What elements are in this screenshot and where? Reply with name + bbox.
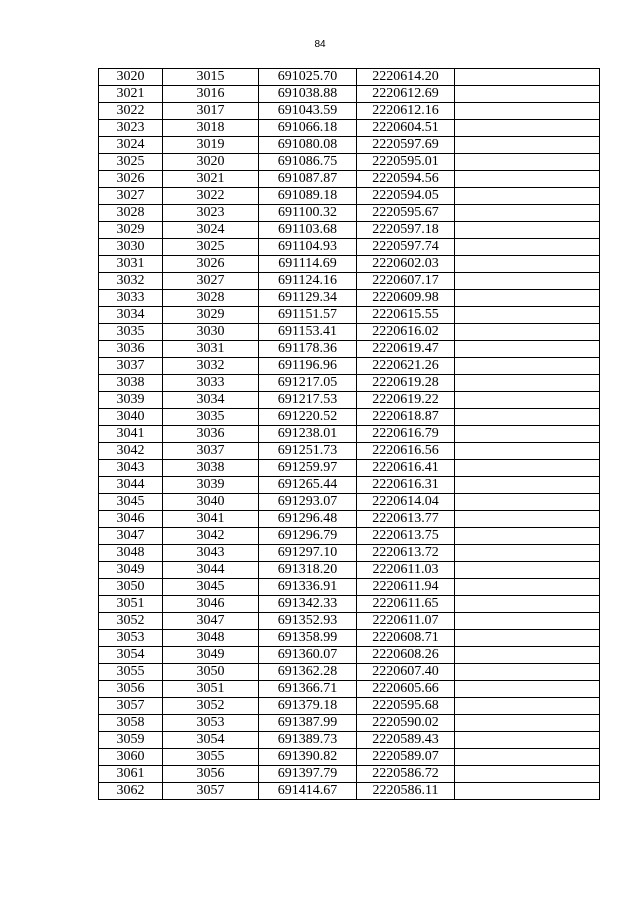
x-coordinate-cell: 691025.70 [259, 69, 357, 86]
table-row [99, 732, 600, 749]
x-coordinate-cell: 691387.99 [259, 715, 357, 732]
table-row [99, 630, 600, 647]
note-cell [455, 613, 600, 630]
x-coordinate-cell: 691362.28 [259, 664, 357, 681]
x-coordinate-cell: 691389.73 [259, 732, 357, 749]
table-row [99, 188, 600, 205]
table-row [99, 222, 600, 239]
table-row [99, 307, 600, 324]
table-row [99, 613, 600, 630]
note-cell [455, 392, 600, 409]
x-coordinate-cell: 691114.69 [259, 256, 357, 273]
point-id-cell: 3056 [99, 681, 163, 698]
point-id-cell: 3026 [99, 171, 163, 188]
table-row [99, 766, 600, 783]
point-id-cell: 3033 [99, 290, 163, 307]
y-coordinate-cell: 2220589.07 [357, 749, 455, 766]
y-coordinate-cell: 2220594.05 [357, 188, 455, 205]
x-coordinate-cell: 691296.48 [259, 511, 357, 528]
ref-point-cell: 3016 [163, 86, 259, 103]
y-coordinate-cell: 2220611.94 [357, 579, 455, 596]
table-row [99, 86, 600, 103]
ref-point-cell: 3055 [163, 749, 259, 766]
page-number: 84 [314, 39, 326, 50]
ref-point-cell: 3034 [163, 392, 259, 409]
note-cell [455, 528, 600, 545]
ref-point-cell: 3045 [163, 579, 259, 596]
y-coordinate-cell: 2220614.04 [357, 494, 455, 511]
ref-point-cell: 3022 [163, 188, 259, 205]
table-row [99, 698, 600, 715]
x-coordinate-cell: 691089.18 [259, 188, 357, 205]
table-row [99, 205, 600, 222]
ref-point-cell: 3028 [163, 290, 259, 307]
point-id-cell: 3061 [99, 766, 163, 783]
table-row [99, 137, 600, 154]
ref-point-cell: 3018 [163, 120, 259, 137]
y-coordinate-cell: 2220595.68 [357, 698, 455, 715]
note-cell [455, 137, 600, 154]
note-cell [455, 307, 600, 324]
y-coordinate-cell: 2220616.56 [357, 443, 455, 460]
y-coordinate-cell: 2220613.77 [357, 511, 455, 528]
note-cell [455, 715, 600, 732]
ref-point-cell: 3048 [163, 630, 259, 647]
point-id-cell: 3036 [99, 341, 163, 358]
x-coordinate-cell: 691397.79 [259, 766, 357, 783]
y-coordinate-cell: 2220605.66 [357, 681, 455, 698]
y-coordinate-cell: 2220595.01 [357, 154, 455, 171]
note-cell [455, 749, 600, 766]
note-cell [455, 426, 600, 443]
note-cell [455, 171, 600, 188]
note-cell [455, 222, 600, 239]
x-coordinate-cell: 691297.10 [259, 545, 357, 562]
note-cell [455, 596, 600, 613]
ref-point-cell: 3023 [163, 205, 259, 222]
ref-point-cell: 3030 [163, 324, 259, 341]
y-coordinate-cell: 2220590.02 [357, 715, 455, 732]
x-coordinate-cell: 691100.32 [259, 205, 357, 222]
y-coordinate-cell: 2220594.56 [357, 171, 455, 188]
ref-point-cell: 3040 [163, 494, 259, 511]
note-cell [455, 154, 600, 171]
ref-point-cell: 3057 [163, 783, 259, 800]
note-cell [455, 766, 600, 783]
x-coordinate-cell: 691358.99 [259, 630, 357, 647]
table-row [99, 375, 600, 392]
point-id-cell: 3059 [99, 732, 163, 749]
point-id-cell: 3049 [99, 562, 163, 579]
point-id-cell: 3030 [99, 239, 163, 256]
table-row [99, 256, 600, 273]
table-row [99, 545, 600, 562]
ref-point-cell: 3046 [163, 596, 259, 613]
note-cell [455, 256, 600, 273]
note-cell [455, 375, 600, 392]
y-coordinate-cell: 2220611.07 [357, 613, 455, 630]
note-cell [455, 783, 600, 800]
ref-point-cell: 3026 [163, 256, 259, 273]
note-cell [455, 290, 600, 307]
y-coordinate-cell: 2220614.20 [357, 69, 455, 86]
ref-point-cell: 3019 [163, 137, 259, 154]
table-row [99, 290, 600, 307]
y-coordinate-cell: 2220595.67 [357, 205, 455, 222]
point-id-cell: 3024 [99, 137, 163, 154]
x-coordinate-cell: 691151.57 [259, 307, 357, 324]
table-row [99, 443, 600, 460]
note-cell [455, 698, 600, 715]
note-cell [455, 681, 600, 698]
point-id-cell: 3023 [99, 120, 163, 137]
x-coordinate-cell: 691293.07 [259, 494, 357, 511]
x-coordinate-cell: 691336.91 [259, 579, 357, 596]
x-coordinate-cell: 691066.18 [259, 120, 357, 137]
table-body [99, 69, 600, 800]
table-row [99, 341, 600, 358]
ref-point-cell: 3043 [163, 545, 259, 562]
x-coordinate-cell: 691178.36 [259, 341, 357, 358]
point-id-cell: 3057 [99, 698, 163, 715]
point-id-cell: 3020 [99, 69, 163, 86]
y-coordinate-cell: 2220613.75 [357, 528, 455, 545]
point-id-cell: 3060 [99, 749, 163, 766]
y-coordinate-cell: 2220597.18 [357, 222, 455, 239]
point-id-cell: 3039 [99, 392, 163, 409]
table-row [99, 715, 600, 732]
point-id-cell: 3037 [99, 358, 163, 375]
point-id-cell: 3048 [99, 545, 163, 562]
note-cell [455, 324, 600, 341]
table-row [99, 239, 600, 256]
ref-point-cell: 3050 [163, 664, 259, 681]
y-coordinate-cell: 2220612.69 [357, 86, 455, 103]
point-id-cell: 3028 [99, 205, 163, 222]
y-coordinate-cell: 2220611.03 [357, 562, 455, 579]
y-coordinate-cell: 2220597.74 [357, 239, 455, 256]
note-cell [455, 647, 600, 664]
ref-point-cell: 3044 [163, 562, 259, 579]
ref-point-cell: 3051 [163, 681, 259, 698]
x-coordinate-cell: 691379.18 [259, 698, 357, 715]
y-coordinate-cell: 2220597.69 [357, 137, 455, 154]
note-cell [455, 409, 600, 426]
table-row [99, 783, 600, 800]
ref-point-cell: 3032 [163, 358, 259, 375]
y-coordinate-cell: 2220612.16 [357, 103, 455, 120]
note-cell [455, 188, 600, 205]
ref-point-cell: 3015 [163, 69, 259, 86]
y-coordinate-cell: 2220619.28 [357, 375, 455, 392]
x-coordinate-cell: 691251.73 [259, 443, 357, 460]
table-row [99, 392, 600, 409]
point-id-cell: 3051 [99, 596, 163, 613]
table-row [99, 664, 600, 681]
point-id-cell: 3027 [99, 188, 163, 205]
ref-point-cell: 3035 [163, 409, 259, 426]
table-row [99, 494, 600, 511]
ref-point-cell: 3053 [163, 715, 259, 732]
table-row [99, 562, 600, 579]
x-coordinate-cell: 691129.34 [259, 290, 357, 307]
ref-point-cell: 3017 [163, 103, 259, 120]
table-row [99, 477, 600, 494]
table-row [99, 511, 600, 528]
point-id-cell: 3044 [99, 477, 163, 494]
note-cell [455, 239, 600, 256]
point-id-cell: 3034 [99, 307, 163, 324]
ref-point-cell: 3033 [163, 375, 259, 392]
note-cell [455, 86, 600, 103]
ref-point-cell: 3020 [163, 154, 259, 171]
y-coordinate-cell: 2220616.02 [357, 324, 455, 341]
ref-point-cell: 3025 [163, 239, 259, 256]
point-id-cell: 3047 [99, 528, 163, 545]
point-id-cell: 3045 [99, 494, 163, 511]
point-id-cell: 3025 [99, 154, 163, 171]
y-coordinate-cell: 2220586.72 [357, 766, 455, 783]
x-coordinate-cell: 691390.82 [259, 749, 357, 766]
note-cell [455, 205, 600, 222]
table-row [99, 154, 600, 171]
y-coordinate-cell: 2220619.22 [357, 392, 455, 409]
note-cell [455, 358, 600, 375]
x-coordinate-cell: 691038.88 [259, 86, 357, 103]
x-coordinate-cell: 691414.67 [259, 783, 357, 800]
ref-point-cell: 3029 [163, 307, 259, 324]
ref-point-cell: 3024 [163, 222, 259, 239]
x-coordinate-cell: 691265.44 [259, 477, 357, 494]
point-id-cell: 3041 [99, 426, 163, 443]
table-row [99, 103, 600, 120]
y-coordinate-cell: 2220609.98 [357, 290, 455, 307]
ref-point-cell: 3021 [163, 171, 259, 188]
x-coordinate-cell: 691043.59 [259, 103, 357, 120]
x-coordinate-cell: 691352.93 [259, 613, 357, 630]
note-cell [455, 273, 600, 290]
point-id-cell: 3040 [99, 409, 163, 426]
note-cell [455, 120, 600, 137]
x-coordinate-cell: 691124.16 [259, 273, 357, 290]
y-coordinate-cell: 2220613.72 [357, 545, 455, 562]
point-id-cell: 3050 [99, 579, 163, 596]
x-coordinate-cell: 691104.93 [259, 239, 357, 256]
point-id-cell: 3062 [99, 783, 163, 800]
point-id-cell: 3052 [99, 613, 163, 630]
point-id-cell: 3029 [99, 222, 163, 239]
x-coordinate-cell: 691217.05 [259, 375, 357, 392]
point-id-cell: 3021 [99, 86, 163, 103]
ref-point-cell: 3036 [163, 426, 259, 443]
y-coordinate-cell: 2220616.41 [357, 460, 455, 477]
x-coordinate-cell: 691217.53 [259, 392, 357, 409]
y-coordinate-cell: 2220621.26 [357, 358, 455, 375]
ref-point-cell: 3041 [163, 511, 259, 528]
y-coordinate-cell: 2220604.51 [357, 120, 455, 137]
table-row [99, 579, 600, 596]
ref-point-cell: 3037 [163, 443, 259, 460]
y-coordinate-cell: 2220607.17 [357, 273, 455, 290]
x-coordinate-cell: 691103.68 [259, 222, 357, 239]
point-id-cell: 3035 [99, 324, 163, 341]
table-row [99, 749, 600, 766]
note-cell [455, 511, 600, 528]
ref-point-cell: 3054 [163, 732, 259, 749]
table-row [99, 273, 600, 290]
table-row [99, 681, 600, 698]
point-id-cell: 3058 [99, 715, 163, 732]
x-coordinate-cell: 691318.20 [259, 562, 357, 579]
note-cell [455, 103, 600, 120]
x-coordinate-cell: 691220.52 [259, 409, 357, 426]
point-id-cell: 3038 [99, 375, 163, 392]
ref-point-cell: 3052 [163, 698, 259, 715]
point-id-cell: 3046 [99, 511, 163, 528]
point-id-cell: 3032 [99, 273, 163, 290]
ref-point-cell: 3027 [163, 273, 259, 290]
x-coordinate-cell: 691360.07 [259, 647, 357, 664]
x-coordinate-cell: 691366.71 [259, 681, 357, 698]
y-coordinate-cell: 2220618.87 [357, 409, 455, 426]
y-coordinate-cell: 2220607.40 [357, 664, 455, 681]
note-cell [455, 732, 600, 749]
y-coordinate-cell: 2220616.31 [357, 477, 455, 494]
point-id-cell: 3042 [99, 443, 163, 460]
y-coordinate-cell: 2220586.11 [357, 783, 455, 800]
table-row [99, 596, 600, 613]
x-coordinate-cell: 691238.01 [259, 426, 357, 443]
note-cell [455, 579, 600, 596]
ref-point-cell: 3056 [163, 766, 259, 783]
table-row [99, 426, 600, 443]
note-cell [455, 545, 600, 562]
point-id-cell: 3043 [99, 460, 163, 477]
ref-point-cell: 3049 [163, 647, 259, 664]
coordinates-table [98, 68, 600, 800]
note-cell [455, 664, 600, 681]
x-coordinate-cell: 691086.75 [259, 154, 357, 171]
point-id-cell: 3031 [99, 256, 163, 273]
y-coordinate-cell: 2220608.26 [357, 647, 455, 664]
note-cell [455, 494, 600, 511]
y-coordinate-cell: 2220616.79 [357, 426, 455, 443]
ref-point-cell: 3039 [163, 477, 259, 494]
note-cell [455, 443, 600, 460]
ref-point-cell: 3031 [163, 341, 259, 358]
x-coordinate-cell: 691296.79 [259, 528, 357, 545]
y-coordinate-cell: 2220611.65 [357, 596, 455, 613]
point-id-cell: 3054 [99, 647, 163, 664]
note-cell [455, 477, 600, 494]
point-id-cell: 3053 [99, 630, 163, 647]
x-coordinate-cell: 691153.41 [259, 324, 357, 341]
x-coordinate-cell: 691196.96 [259, 358, 357, 375]
table-row [99, 409, 600, 426]
y-coordinate-cell: 2220615.55 [357, 307, 455, 324]
table-row [99, 528, 600, 545]
note-cell [455, 341, 600, 358]
x-coordinate-cell: 691342.33 [259, 596, 357, 613]
note-cell [455, 562, 600, 579]
table-row [99, 647, 600, 664]
note-cell [455, 460, 600, 477]
note-cell [455, 630, 600, 647]
ref-point-cell: 3047 [163, 613, 259, 630]
ref-point-cell: 3042 [163, 528, 259, 545]
point-id-cell: 3022 [99, 103, 163, 120]
y-coordinate-cell: 2220589.43 [357, 732, 455, 749]
table-row [99, 69, 600, 86]
table-row [99, 324, 600, 341]
y-coordinate-cell: 2220608.71 [357, 630, 455, 647]
table-row [99, 120, 600, 137]
table-row [99, 460, 600, 477]
x-coordinate-cell: 691259.97 [259, 460, 357, 477]
x-coordinate-cell: 691087.87 [259, 171, 357, 188]
y-coordinate-cell: 2220619.47 [357, 341, 455, 358]
y-coordinate-cell: 2220602.03 [357, 256, 455, 273]
x-coordinate-cell: 691080.08 [259, 137, 357, 154]
ref-point-cell: 3038 [163, 460, 259, 477]
table-row [99, 358, 600, 375]
point-id-cell: 3055 [99, 664, 163, 681]
note-cell [455, 69, 600, 86]
table-row [99, 171, 600, 188]
